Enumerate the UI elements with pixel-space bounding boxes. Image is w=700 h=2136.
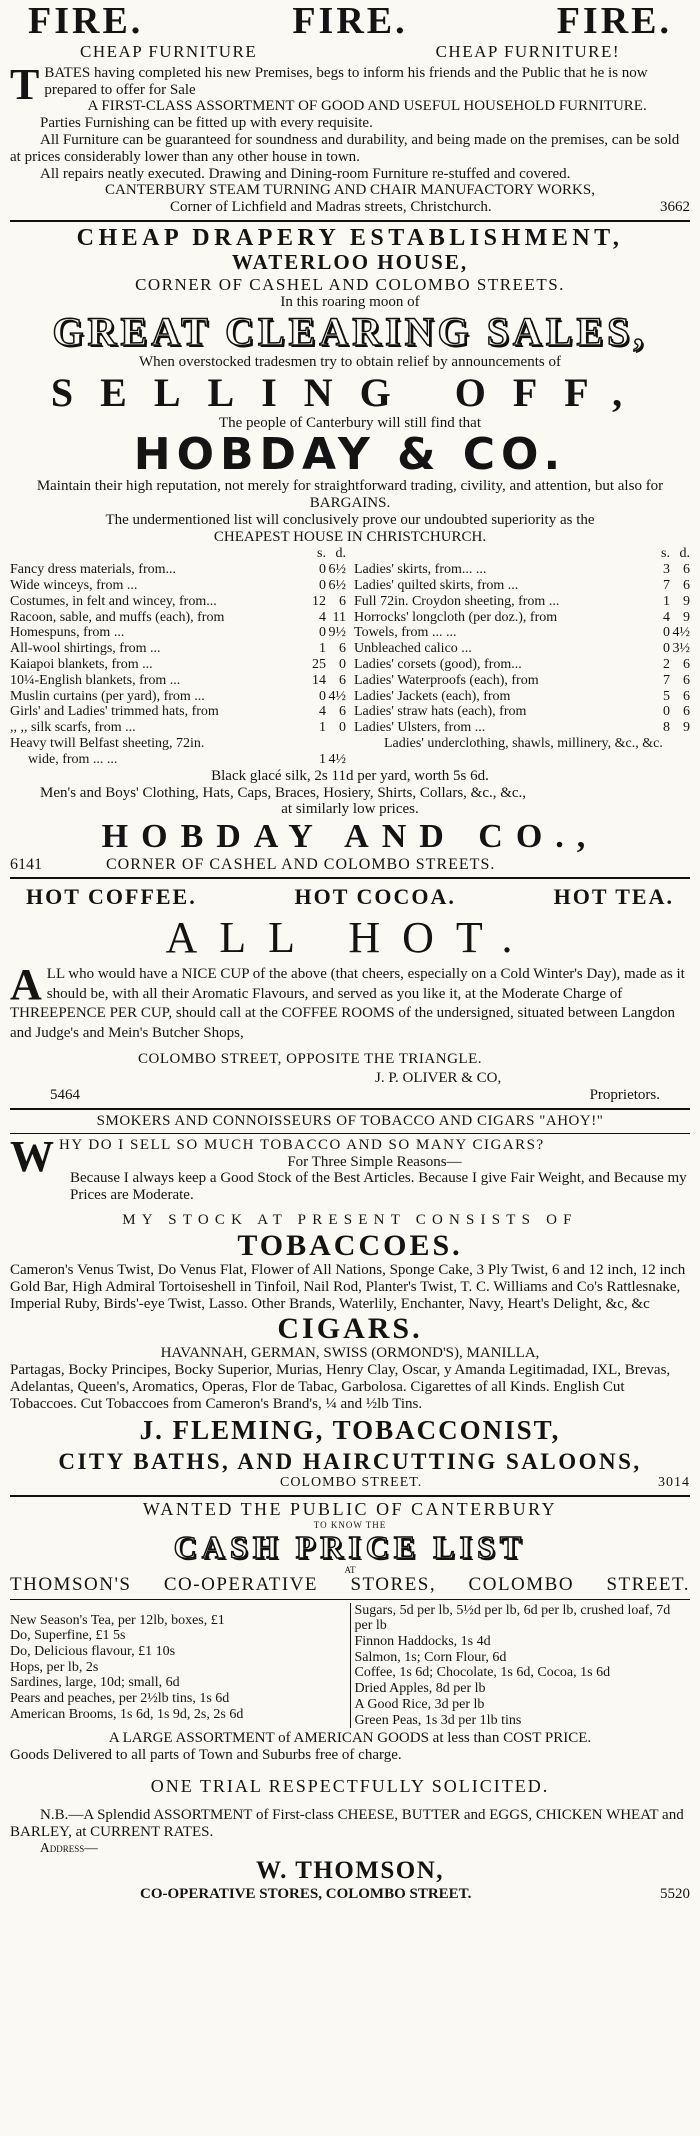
list-item: Salmon, 1s; Corn Flour, 6d [354,1649,507,1665]
list-item: Dried Apples, 8d per lb [354,1681,486,1697]
selling-off: SELLING OFF, [50,370,650,416]
great-clearing-sales: GREAT CLEARING SALES, [52,309,648,355]
list-item: A Good Rice, 3d per lb [354,1696,485,1712]
thomson-address: CO-OPERATIVE STORES, COLOMBO STREET. 5520 [140,1886,690,1903]
price-row: Muslin curtains (per yard), from ... 0 4½ [10,688,346,704]
list-item: Finnon Haddocks, 1s 4d [354,1634,491,1650]
thomson-ad: WANTED THE PUBLIC OF CANTERBURY TO KNOW THE CASH PRICE LIST AT THOMSON'S CO-OPERATIVE STORES, COLOMBO STREET. New Season's Tea, per 12lb, boxes, £1 Do, Superfine, £1 5s Do, Delicious flavour, £1 10s Hops, per lb, 2s Sardines, large, 10d; small, 6d Pears and peaches, per 2½lb tins, 1s 6d American Brooms, 1s 6d, 1s 9d, 2s, 2s 6d Sugars, 5d per lb, 5½d per lb, 6d per lb, crushed loaf, 7d per lb Finnon Haddocks, 1s 4d Salmon, 1s; Corn Flour, 6d Coffee, 1s 6d; Chocolate, 1s 6d, Cocoa, 1s 6d Dried Apples, 8d per lb A Good Rice, 3d per lb Green Peas, 1s 3d per 1lb tins A LARGE ASSORTMENT of AMERICAN GOODS at less than COST PRICE. Goods Delivered to all parts of Town and Suburbs free of charge. ONE TRIAL RESPECTFULLY SOLICITED. N.B.—A Splendid ASSORTMENT of First-class CHEESE, BUTTER and EGGS, CHICKEN WHEAT and BARLEY, at CURRENT RATES. Address— W. THOMSON, CO-OPERATIVE STORES, COLOMBO STREET. 5520 [10,1498,690,1903]
price-list [10,546,690,767]
price-row: All-wool shirtings, from ... 1 6 [10,641,346,657]
thomson-left [10,1603,346,1728]
price-row: Ladies' Waterproofs (each), from 7 6 [354,672,690,688]
fire-works-name: CANTERBURY STEAM TURNING AND CHAIR MANUFACTORY WORKS, [105,182,595,199]
newspaper-page [10,0,690,1903]
coffee-body: A LL who would have a NICE CUP of the above (that cheers, especially on a Cold Winter's Day), made as it should be, with all their Aromatic Flavours, and served as you like it, at the Moderate Charge of THREEPENCE PER CUP, should call at the COFFEE ROOMS of the undersigned, situated between Langdon and Judge's and Mein's Butcher Shops, [10,960,685,1041]
price-row: Girls' and Ladies' trimmed hats, from 4 6 [10,704,346,720]
thomson-right [355,1603,691,1728]
list-item: Sugars, 5d per lb, 5½d per lb, 6d per lb, crushed loaf, 7d per lb [354,1602,671,1634]
price-row: Unbleached calico ... 0 3½ [354,641,690,657]
coffee-signature: J. P. OLIVER & CO, [375,1070,502,1087]
price-row: Towels, from ... ... 0 4½ [354,625,690,641]
price-row: Ladies' corsets (good), from... 2 6 [354,657,690,673]
coffee-ad: HOT COFFEE. HOT COCOA. HOT TEA. ALL HOT. A LL who would have a NICE CUP of the above (that cheers, especially on a Cold Winter's Day), made as it should be, with all their Aromatic Flavours, and served as you like it, at the Moderate Charge of THREEPENCE PER CUP, should call at the COFFEE ROOMS of the undersigned, situated between Langdon and Judge's and Mein's Butcher Shops, COLOMBO STREET, OPPOSITE THE TRIANGLE. J. P. OLIVER & CO, 5464 Proprietors. [10,882,690,1104]
divider [10,1495,690,1497]
price-row: 10¼-English blankets, from ... 14 6 [10,672,346,688]
tobacco-address: COLOMBO STREET. 3014 [280,1475,690,1491]
cash-price-list: CASH PRICE LIST [173,1528,527,1565]
fire-headline: FIRE. FIRE. FIRE. [28,0,672,42]
fire-assortment: A FIRST-CLASS ASSORTMENT OF GOOD AND USEFUL HOUSEHOLD FURNITURE. [87,98,647,115]
fire-intro: T BATES having completed his new Premises, begs to inform his friends and the Public that he is now prepared to offer for Sale [10,59,648,109]
price-row: ,, ,, silk scarfs, from ... 1 0 [10,720,346,736]
list-item: American Brooms, 1s 6d, 1s 9d, 2s, 2s 6d [10,1706,244,1722]
price-row: Ladies' Jackets (each), from 5 6 [354,688,690,704]
coffee-headline: HOT COFFEE. HOT COCOA. HOT TEA. [26,884,674,910]
list-item: Coffee, 1s 6d; Chocolate, 1s 6d, Cocoa, 1s 6d [354,1665,611,1681]
price-list-right: s. d. Ladies' skirts, from... ... 3 6 Ladies' quilted skirts, from ... 7 6 Full 72in. Croydon sheeting, from ... 1 9 Horrocks' longcloth (per doz.), from 4 9 Towels, from ... ... 0 4½ Unbleached calico ... 0 3½ Ladies' corsets (good), from... 2 6 Ladies' Waterproofs (each), from 7 6 Ladies' Jackets (each), from 5 6 Ladies' straw hats (each), from 0 6 Ladies' Ulsters, from ... 8 9 Ladies' underclothing, shawls, millinery, &c., &c. [354,546,690,752]
price-row: Full 72in. Croydon sheeting, from ... 1 9 [354,593,690,609]
list-item: Sardines, large, 10d; small, 6d [10,1675,180,1691]
price-list-left: s. d. Fancy dress materials, from... 0 6½ Wide winceys, from ... 0 6½ Costumes, in felt and wincey, from... 12 6 Racoon, sable, and muffs (each), from 4 11 Homespuns, from ... 0 9½ All-wool shirtings, from ... 1 6 Kaiapoi blankets, from ... 25 0 10¼-English blankets, from ... 14 6 Muslin curtains (per yard), from ... 0 4½ Girls' and Ladies' trimmed hats, from 4 6 ,, ,, silk scarfs, from ... 1 0 Heavy twill Belfast sheeting, 72in. wide, from ... ... 1 4½ [10,546,346,767]
price-row: Ladies' straw hats (each), from 0 6 [354,704,690,720]
price-row: Homespuns, from ... 0 9½ [10,625,346,641]
thomson-headline: WANTED THE PUBLIC OF CANTERBURY [142,1498,558,1519]
divider [10,877,690,879]
thomson-store-name: THOMSON'S CO-OPERATIVE STORES, COLOMBO STREET. [10,1573,690,1595]
cigars-heading: CIGARS. [277,1312,423,1346]
divider [10,220,690,222]
price-row: Wide winceys, from ... 0 6½ [10,577,346,593]
fleming-signature: J. FLEMING, TOBACCONIST, [139,1414,561,1445]
tobacco-intro: W HY DO I SELL SO MUCH TOBACCO AND SO MANY CIGARS? [10,1131,545,1181]
price-row: Ladies' Ulsters, from ... 8 9 [354,720,690,736]
price-row: Fancy dress materials, from... 0 6½ [10,562,346,578]
list-item: Pears and peaches, per 2½lb tins, 1s 6d [10,1691,230,1707]
tobacco-headline: SMOKERS AND CONNOISSEURS OF TOBACCO AND CIGARS "AHOY!" [96,1113,604,1129]
drapery-headline: CHEAP DRAPERY ESTABLISHMENT, [76,225,624,252]
list-item: Do, Delicious flavour, £1 10s [10,1644,176,1660]
hobday-logo: HOBDAY & CO. [133,428,567,480]
list-item: New Season's Tea, per 12lb, boxes, £1 [10,1612,225,1628]
drapery-address: 6141 CORNER OF CASHEL AND COLOMBO STREETS. [10,855,496,873]
all-hot: ALL HOT. [165,913,535,963]
thomson-signature: W. THOMSON, [255,1857,445,1885]
thomson-price-list [10,1603,690,1728]
fire-address: Corner of Lichfield and Madras streets, Christchurch. 3662 [170,199,690,216]
price-row: Horrocks' longcloth (per doz.), from 4 9 [354,609,690,625]
fire-subheading: CHEAP FURNITURE CHEAP FURNITURE! [80,41,620,61]
tobaccoes-heading: TOBACCOES. [237,1228,463,1262]
list-item: Hops, per lb, 2s [10,1659,99,1675]
fire-ad: FIRE. FIRE. FIRE. CHEAP FURNITURE CHEAP FURNITURE! T BATES having completed his new Premises, begs to inform his friends and the Public that he is now prepared to offer for Sale A FIRST-CLASS ASSORTMENT OF GOOD AND USEFUL HOUSEHOLD FURNITURE. Parties Furnishing can be fitted up with every requisite. All Furniture can be guaranteed for soundness and durability, and being made on the premises, can be sold at prices considerably lower than any other house in town. All repairs neatly executed. Drawing and Dining-room Furniture re-stuffed and covered. CANTERBURY STEAM TURNING AND CHAIR MANUFACTORY WORKS, Corner of Lichfield and Madras streets, Christchurch. 3662 [10,0,690,216]
price-row: Kaiapoi blankets, from ... 25 0 [10,657,346,673]
divider [10,1108,690,1110]
hobday-footer: HOBDAY AND CO., [101,818,599,856]
tobacco-ad: SMOKERS AND CONNOISSEURS OF TOBACCO AND CIGARS "AHOY!" W HY DO I SELL SO MUCH TOBACCO AND SO MANY CIGARS? For Three Simple Reasons— Because I always keep a Good Stock of the Best Articles. Because I give Fair Weight, and Because my Prices are Moderate. MY STOCK AT PRESENT CONSISTS OF TOBACCOES. Cameron's Venus Twist, Do Venus Flat, Flower of All Nations, Sponge Cake, 3 Ply Twist, 6 and 12 inch, 12 inch Gold Bar, High Admiral Tortoiseshell in Tinfoil, Nail Rod, Planter's Twist, T. C. Williams and Co's Rattlesnake, Imperial Ruby, Birds'-eye Twist, Lasso. Other Brands, Waterlily, Enchanter, Navy, Heart's Delight, &c, &c CIGARS. HAVANNAH, GERMAN, SWISS (ORMOND'S), MANILLA, Partagas, Bocky Principes, Bocky Superior, Murias, Henry Clay, Oscar, y Amanda Legitimadad, IXL, Brevas, Adelantas, Queen's, Aromatics, Operas, Flor de Tabac, Garbolosa. Cigarettes of all Kinds. English Cut Tobaccoes. Cut Tobaccoes from Cameron's Brand's, ¼ and ½lb Tins. J. FLEMING, TOBACCONIST, CITY BATHS, AND HAIRCUTTING SALOONS, COLOMBO STREET. 3014 [10,1113,690,1491]
price-row: Ladies' skirts, from... ... 3 6 [354,562,690,578]
list-item: Green Peas, 1s 3d per 1lb tins [354,1712,522,1728]
price-row: Costumes, in felt and wincey, from... 12 6 [10,593,346,609]
drapery-ad: CHEAP DRAPERY ESTABLISHMENT, WATERLOO HOUSE, CORNER OF CASHEL AND COLOMBO STREETS. In this roaring moon of GREAT CLEARING SALES, When overstocked tradesmen try to obtain relief by announcements of SELLING OFF, The people of Canterbury will still find that HOBDAY & CO. Maintain their high reputation, not merely for straightforward trading, civility, and attention, but also for BARGAINS. The undermentioned list will conclusively prove our undoubted superiority as the CHEAPEST HOUSE IN CHRISTCHURCH. s. d. Fancy dress materials, from... 0 6½ Wide winceys, from ... 0 6½ Costumes, in felt and wincey, from... 12 6 Racoon, sable, and muffs (each), from 4 11 Homespuns, from ... 0 9½ All-wool shirtings, from ... 1 6 Kaiapoi blankets, from ... 25 0 10¼-English blankets, from ... 14 6 Muslin curtains (per yard), from ... 0 4½ Girls' and Ladies' trimmed hats, from 4 6 ,, ,, silk scarfs, from ... 1 0 Heavy twill Belfast sheeting, 72in. wide, from ... ... 1 4½ s. d. Ladies' skirts, from... ... 3 6 Ladies' quilted skirts, from ... 7 6 Full 72in. Croydon sheeting, from ... 1 9 Horrocks' longcloth (per doz.), from 4 9 Towels, from ... ... 0 4½ Unbleached calico ... 0 3½ Ladies' corsets (good), from... 2 6 Ladies' Waterproofs (each), from 7 6 Ladies' Jackets (each), from 5 6 Ladies' straw hats (each), from 0 6 Ladies' Ulsters, from ... 8 9 Ladies' underclothing, shawls, millinery, &c., &c. Black glacé silk, 2s 11d per yard, worth 5s 6d. Men's and Boys' Clothing, Hats, Caps, Braces, Hosiery, Shirts, Collars, &c., &c., at similarly low prices. HOBDAY AND CO., 6141 CORNER OF CASHEL AND COLOMBO STREETS. [10,225,690,873]
price-row: Racoon, sable, and muffs (each), from 4 11 [10,609,346,625]
list-item: Do, Superfine, £1 5s [10,1628,126,1644]
price-row: Ladies' quilted skirts, from ... 7 6 [354,577,690,593]
